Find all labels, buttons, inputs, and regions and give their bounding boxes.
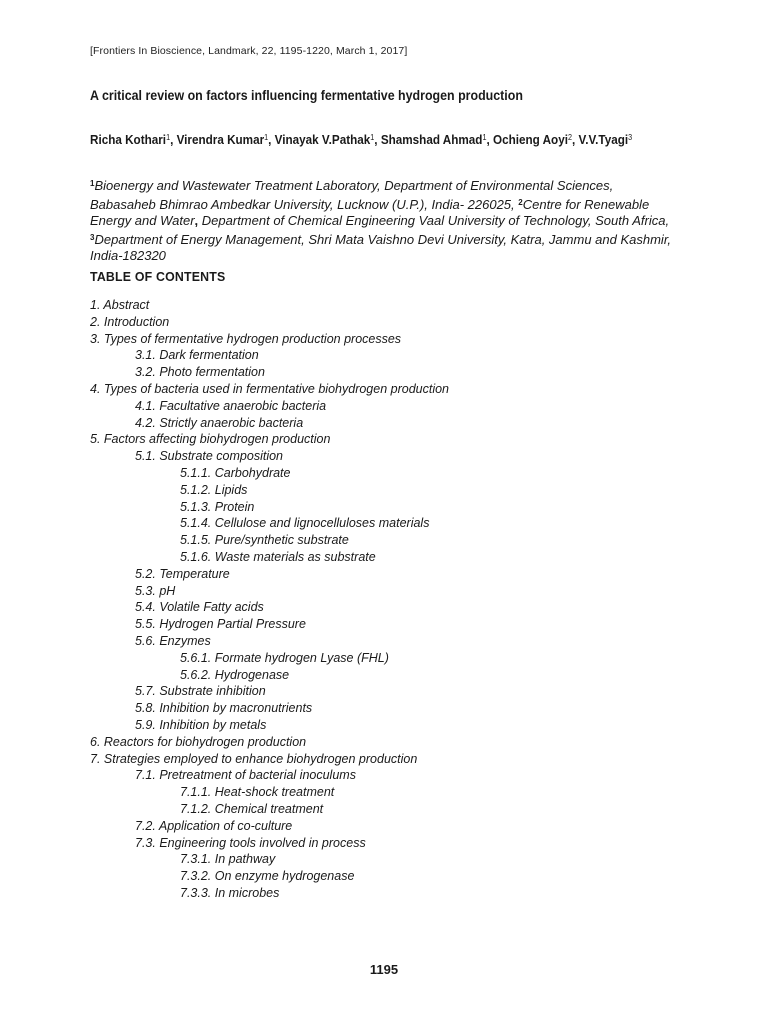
toc-entry: 3.1. Dark fermentation: [135, 348, 259, 363]
toc-entry: 5.8. Inhibition by macronutrients: [135, 701, 313, 716]
author: Richa Kothari$^1$,: [90, 132, 177, 147]
toc-entry: 5.6.1. Formate hydrogen Lyase (FHL): [180, 650, 389, 665]
paper-title: A critical review on factors influencing fermentative hydrogen production: [90, 88, 523, 103]
toc-entry: 5.1.4. Cellulose and lignocelluloses materials: [180, 516, 430, 531]
toc-entry: 5.4. Volatile Fatty acids: [135, 600, 264, 615]
author: Vinayak V.Pathak$^1$,: [274, 132, 381, 147]
toc-entry: 7.3.1. In pathway: [180, 852, 276, 867]
toc-entry: 4.1. Facultative anaerobic bacteria: [135, 398, 327, 413]
toc-entry: 7.3.2. On enzyme hydrogenase: [180, 869, 355, 884]
toc-entry: 3. Types of fermentative hydrogen production processes: [90, 331, 402, 346]
table-of-contents: [90, 297, 650, 902]
toc-entry: 5.2. Temperature: [135, 566, 230, 581]
toc-entry: 5.9. Inhibition by metals: [135, 717, 267, 732]
toc-entry: 5.1.6. Waste materials as substrate: [180, 549, 376, 564]
toc-entry: 7. Strategies employed to enhance biohydrogen production: [90, 751, 418, 766]
journal-citation: [Frontiers In Bioscience, Landmark, 22, 1195-1220, March 1, 2017]: [90, 45, 408, 57]
toc-entry: 5.1. Substrate composition: [135, 449, 283, 464]
toc-entry: 7.3. Engineering tools involved in process: [135, 835, 366, 850]
author: Shamshad Ahmad$^1$,: [380, 132, 493, 147]
toc-entry: 5.1.2. Lipids: [180, 482, 248, 497]
toc-entry: 3.2. Photo fermentation: [135, 365, 265, 380]
toc-entry: 4.2. Strictly anaerobic bacteria: [135, 415, 304, 430]
toc-entry: 5. Factors affecting biohydrogen production: [90, 432, 331, 447]
affiliation-line: $^1$Bioenergy and Wastewater Treatment Laboratory, Department of Environmental Sciences,: [90, 178, 614, 193]
author: V.V.Tyagi$^3$: [578, 132, 633, 147]
toc-entry: 5.7. Substrate inhibition: [135, 684, 266, 699]
affiliation-line: India-182320: [90, 248, 166, 263]
toc-heading: TABLE OF CONTENTS: [90, 269, 226, 284]
toc-entry: 4. Types of bacteria used in fermentative biohydrogen production: [90, 381, 450, 396]
toc-entry: 7.1.1. Heat-shock treatment: [180, 785, 335, 800]
toc-entry: 5.1.1. Carbohydrate: [180, 465, 291, 480]
toc-entry: 5.3. pH: [135, 583, 176, 598]
affiliation-line: Babasaheb Bhimrao Ambedkar University, Lucknow (U.P.), India- 226025, $^2$Centre for Renewable: [90, 196, 650, 212]
toc-entry: 1. Abstract: [90, 298, 150, 312]
toc-entry: 2. Introduction: [90, 314, 170, 329]
affiliation-line: $^3$Department of Energy Management, Shri Mata Vaishno Devi University, Katra, Jammu and Kashmir,: [90, 231, 672, 247]
page-number: 1195: [369, 962, 399, 977]
toc-entry: 5.5. Hydrogen Partial Pressure: [135, 617, 306, 632]
author: Ochieng Aoyi$^2$,: [492, 132, 579, 147]
toc-entry: 7.1.2. Chemical treatment: [180, 801, 324, 816]
toc-entry: 7.3.3. In microbes: [180, 885, 280, 900]
toc-entry: 6. Reactors for biohydrogen production: [90, 734, 307, 749]
affiliation-block: [90, 176, 700, 265]
toc-entry: 5.1.5. Pure/synthetic substrate: [180, 533, 349, 548]
toc-entry: 5.6. Enzymes: [135, 633, 211, 648]
author-list: [90, 132, 632, 147]
toc-entry: 7.2. Application of co-culture: [135, 818, 293, 833]
author: Virendra Kumar$^1$,: [176, 132, 275, 147]
toc-entry: 7.1. Pretreatment of bacterial inoculums: [135, 768, 356, 783]
toc-entry: 5.1.3. Protein: [180, 499, 255, 514]
toc-entry: 5.6.2. Hydrogenase: [180, 667, 290, 682]
affiliation-line: Energy and Water, Department of Chemical Engineering Vaal University of Technology, South Africa,: [90, 213, 670, 228]
